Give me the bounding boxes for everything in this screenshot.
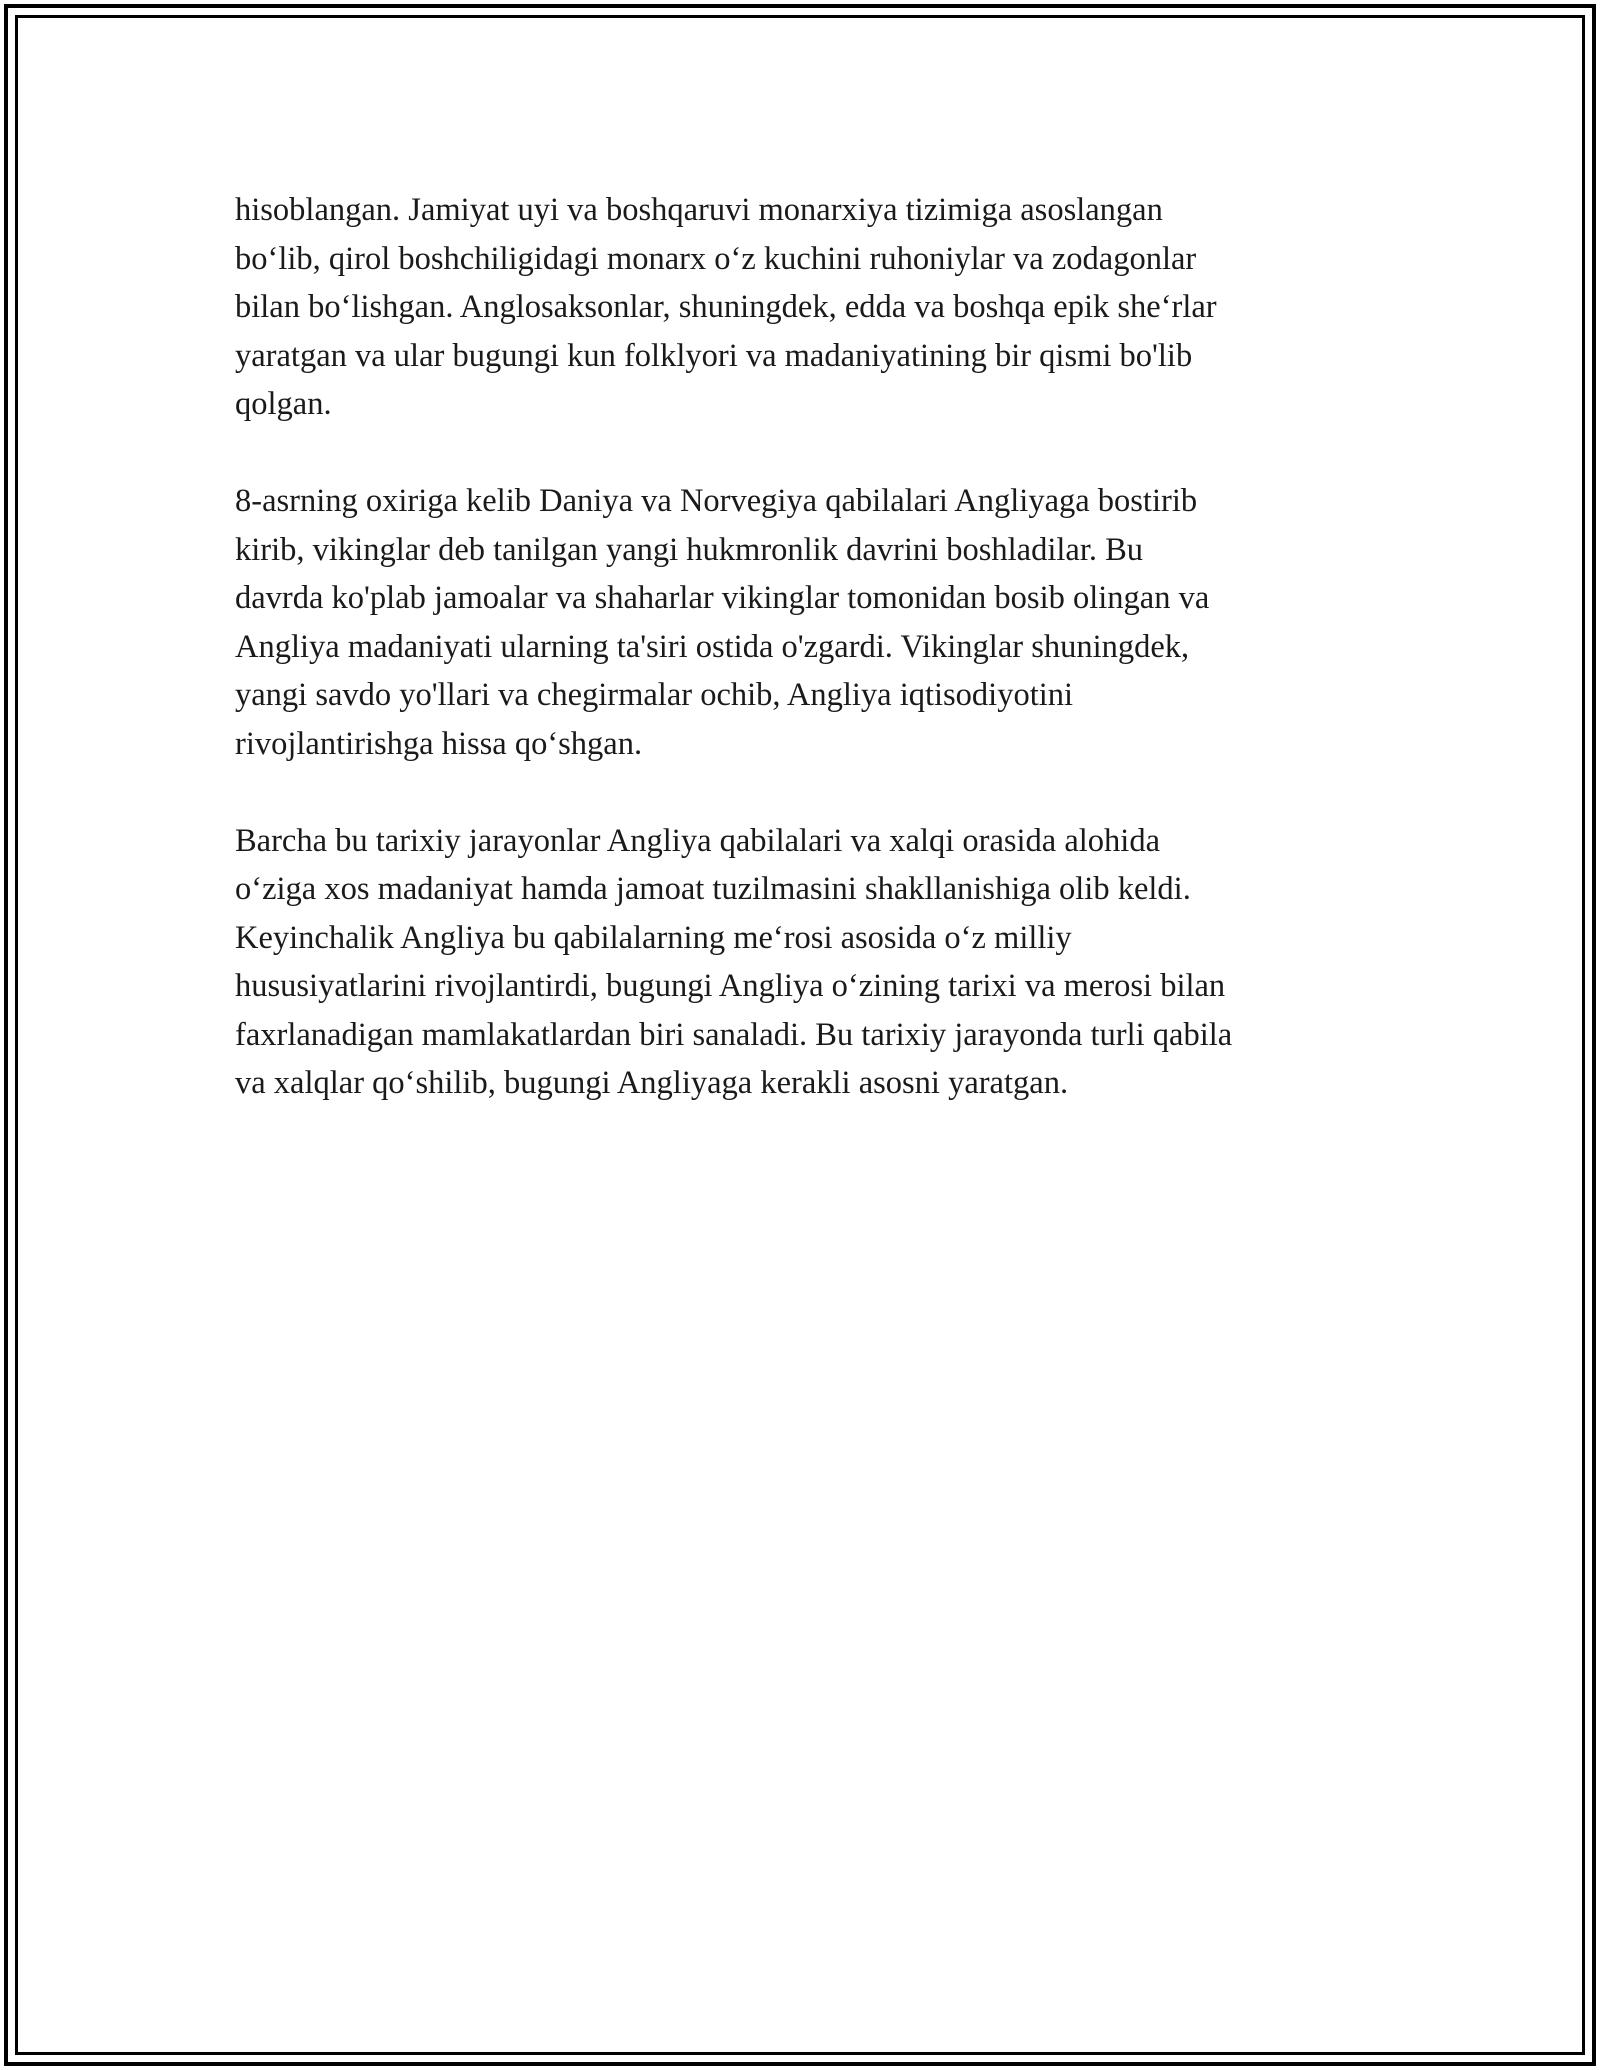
text-line: qolgan. [235, 386, 332, 422]
text-line: hisoblangan. Jamiyat uyi va boshqaruvi monarxiya tizimiga asoslangan [235, 192, 1163, 228]
text-line: rivojlantirishga hissa qo‘shgan. [235, 725, 643, 762]
document-body [235, 186, 1375, 1156]
text-line: kirib, vikinglar deb tanilgan yangi hukmronlik davrini boshladilar. Bu [235, 531, 1144, 568]
text-line: yaratgan va ular bugungi kun folklyori va madaniyatining bir qismi bo'lib [235, 337, 1193, 374]
text-line: yangi savdo yo'llari va chegirmalar ochib, Angliya iqtisodiyotini [235, 677, 1074, 713]
text-line: davrda ko'plab jamoalar va shaharlar vikinglar tomonidan bosib olingan va [235, 580, 1210, 616]
text-line: o‘ziga xos madaniyat hamda jamoat tuzilmasini shakllanishiga olib keldi. [235, 871, 1191, 907]
paragraph-2 [235, 477, 1375, 768]
paragraph-1 [235, 186, 1375, 429]
text-line: va xalqlar qo‘shilib, bugungi Angliyaga kerakli asosni yaratgan. [235, 1065, 1069, 1101]
paragraph-3 [235, 817, 1375, 1108]
text-line: faxrlanadigan mamlakatlardan biri sanaladi. Bu tarixiy jarayonda turli qabila [235, 1016, 1233, 1053]
text-line: bo‘lib, qirol boshchiligidagi monarx o‘z kuchini ruhoniylar va zodagonlar [235, 240, 1197, 277]
text-line: 8-asrning oxiriga kelib Daniya va Norvegiya qabilalari Angliyaga bostirib [235, 483, 1198, 519]
text-line: Keyinchalik Angliya bu qabilalarning me‘rosi asosida o‘z milliy [235, 919, 1072, 956]
text-line: bilan bo‘lishgan. Anglosaksonlar, shuningdek, edda va boshqa epik she‘rlar [235, 289, 1217, 325]
text-line: Angliya madaniyati ularning ta'siri ostida o'zgardi. Vikinglar shuningdek, [235, 628, 1190, 665]
text-line: Barcha bu tarixiy jarayonlar Angliya qabilalari va xalqi orasida alohida [235, 822, 1161, 859]
text-line: hususiyatlarini rivojlantirdi, bugungi Angliya o‘zining tarixi va merosi bilan [235, 968, 1226, 1004]
